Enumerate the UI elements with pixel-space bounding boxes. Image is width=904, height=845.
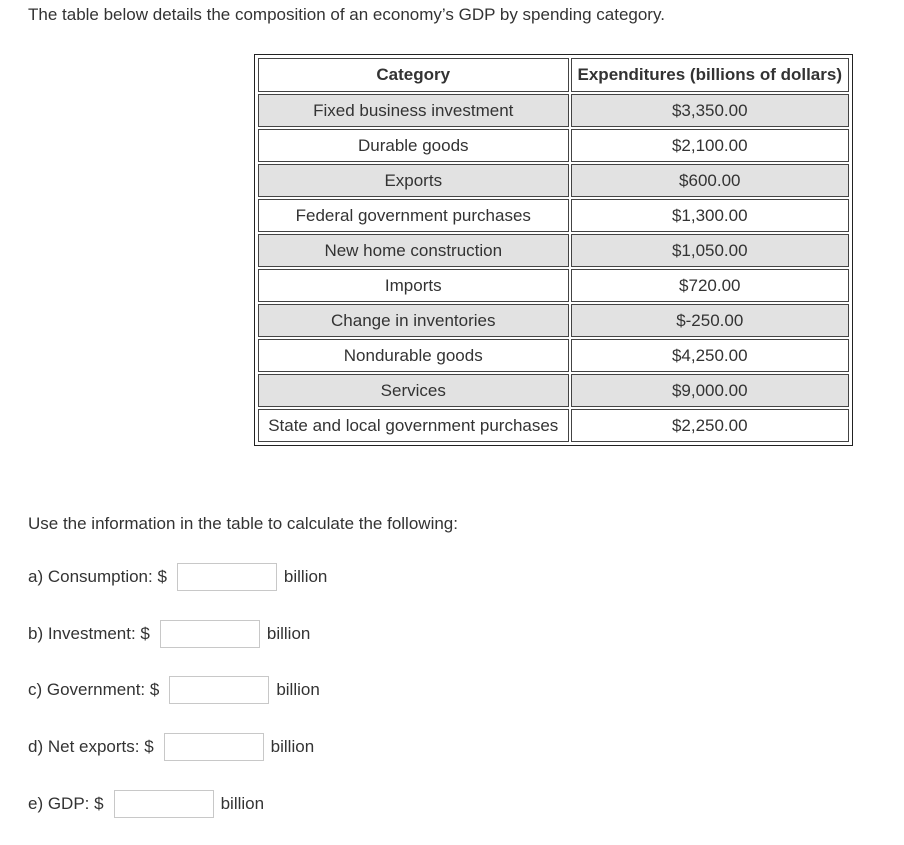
table-row — [258, 199, 849, 232]
consumption-input[interactable] — [177, 563, 277, 591]
category-cell: Fixed business investment — [258, 94, 569, 127]
value-cell: $2,250.00 — [571, 409, 849, 442]
net-exports-input[interactable] — [164, 733, 264, 761]
value-cell: $-250.00 — [571, 304, 849, 337]
consumption-unit: billion — [283, 567, 328, 586]
category-cell: Durable goods — [258, 129, 569, 162]
instructions-text: Use the information in the table to calculate the following: — [28, 514, 458, 533]
category-cell: Imports — [258, 269, 569, 302]
government-input[interactable] — [169, 676, 269, 704]
gdp-table — [254, 54, 853, 446]
investment-unit: billion — [266, 624, 311, 643]
intro-text: The table below details the composition of an economy’s GDP by spending category. — [28, 5, 665, 24]
net-exports-unit: billion — [270, 737, 315, 756]
investment-input[interactable] — [160, 620, 260, 648]
category-cell: Federal government purchases — [258, 199, 569, 232]
question-consumption — [28, 563, 327, 591]
header-expenditures: Expenditures (billions of dollars) — [571, 58, 849, 92]
value-cell: $720.00 — [571, 269, 849, 302]
value-cell: $1,300.00 — [571, 199, 849, 232]
net-exports-label: d) Net exports: $ — [28, 737, 154, 756]
category-cell: Change in inventories — [258, 304, 569, 337]
gdp-unit: billion — [220, 794, 265, 813]
table-row — [258, 374, 849, 407]
government-label: c) Government: $ — [28, 680, 160, 699]
table-row — [258, 304, 849, 337]
table-row — [258, 94, 849, 127]
table-row — [258, 339, 849, 372]
gdp-input[interactable] — [114, 790, 214, 818]
category-cell: State and local government purchases — [258, 409, 569, 442]
header-category: Category — [258, 58, 569, 92]
category-cell: Nondurable goods — [258, 339, 569, 372]
category-cell: Exports — [258, 164, 569, 197]
government-unit: billion — [276, 680, 320, 699]
table-header-row — [258, 58, 849, 92]
table-row — [258, 269, 849, 302]
value-cell: $3,350.00 — [571, 94, 849, 127]
value-cell: $9,000.00 — [571, 374, 849, 407]
question-government — [28, 676, 320, 704]
table-row — [258, 129, 849, 162]
value-cell: $2,100.00 — [571, 129, 849, 162]
value-cell: $600.00 — [571, 164, 849, 197]
question-net-exports — [28, 733, 314, 761]
consumption-label: a) Consumption: $ — [28, 567, 167, 586]
question-investment — [28, 620, 310, 648]
table-row — [258, 409, 849, 442]
category-cell: New home construction — [258, 234, 569, 267]
value-cell: $1,050.00 — [571, 234, 849, 267]
question-gdp — [28, 790, 264, 818]
value-cell: $4,250.00 — [571, 339, 849, 372]
table-row — [258, 164, 849, 197]
gdp-label: e) GDP: $ — [28, 794, 104, 813]
category-cell: Services — [258, 374, 569, 407]
table-row — [258, 234, 849, 267]
investment-label: b) Investment: $ — [28, 624, 150, 643]
